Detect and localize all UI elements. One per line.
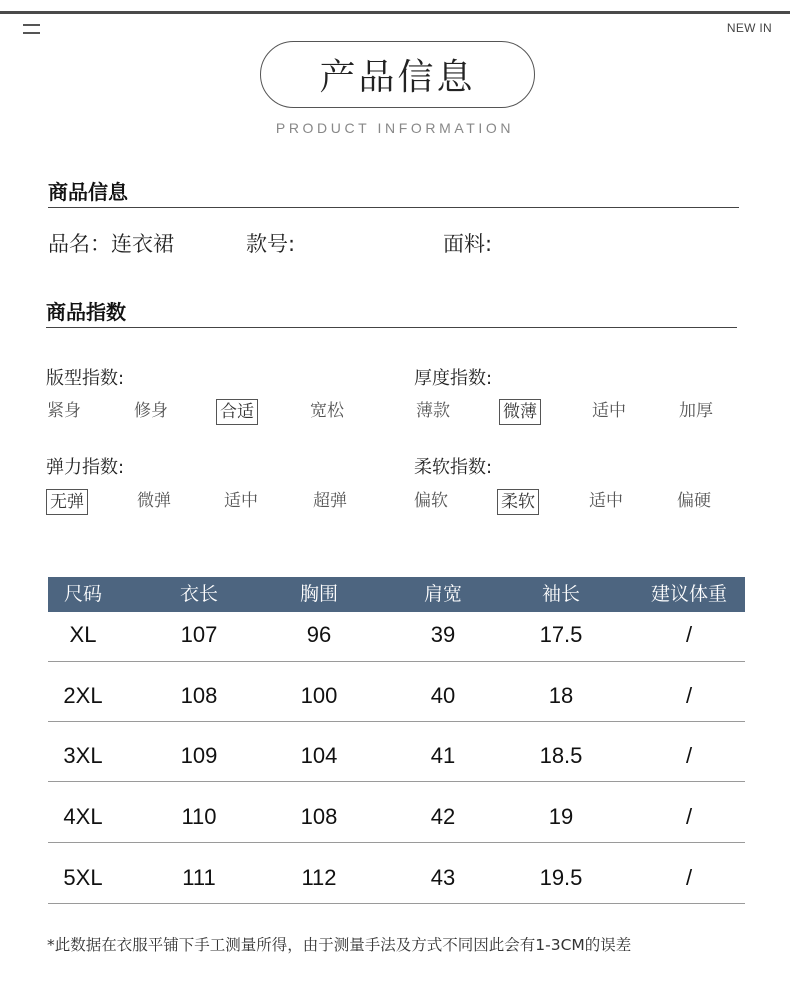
title-pill — [260, 41, 535, 108]
table-row — [48, 612, 745, 662]
top-divider — [0, 11, 790, 14]
cell-shoulder: 42 — [430, 804, 456, 829]
softness-option: 适中 — [589, 491, 623, 511]
cell-size: XL — [69, 622, 97, 647]
cell-length: 111 — [182, 865, 216, 890]
cell-bust: 104 — [300, 743, 338, 768]
cell-weight: / — [685, 743, 693, 768]
cell-sleeve: 19.5 — [539, 865, 583, 890]
page-subtitle: PRODUCT INFORMATION — [275, 120, 515, 136]
cell-shoulder: 39 — [430, 622, 456, 647]
column-header-weight: 建议体重 — [650, 583, 727, 605]
softness-option: 偏软 — [414, 491, 448, 511]
fit-option-selected: 合适 — [216, 399, 258, 425]
fit-option: 修身 — [134, 401, 168, 421]
cell-size: 2XL — [63, 683, 103, 708]
cell-size: 5XL — [63, 865, 103, 890]
cell-weight: / — [685, 683, 693, 708]
cell-weight: / — [685, 865, 693, 890]
fit-option: 宽松 — [310, 401, 344, 421]
cell-sleeve: 17.5 — [539, 622, 583, 647]
cell-bust: 112 — [301, 865, 337, 890]
softness-option: 偏硬 — [677, 491, 711, 511]
elasticity-index-label: 弹力指数: — [46, 457, 125, 478]
style-number: 款号: — [246, 232, 296, 256]
column-header-bust: 胸围 — [299, 583, 338, 605]
cell-sleeve: 19 — [548, 804, 574, 829]
column-header-sleeve: 袖长 — [541, 583, 580, 605]
cell-shoulder: 41 — [430, 743, 456, 768]
cell-shoulder: 40 — [430, 683, 456, 708]
elasticity-option: 适中 — [224, 491, 258, 511]
table-row — [48, 662, 745, 722]
thickness-option-selected: 微薄 — [499, 399, 541, 425]
column-header-size: 尺码 — [63, 583, 102, 605]
page-title: 产品信息 — [319, 57, 476, 98]
softness-option-selected: 柔软 — [497, 489, 539, 515]
fit-option: 紧身 — [47, 401, 81, 421]
size-table-header — [48, 577, 745, 612]
fit-index-label: 版型指数: — [46, 368, 125, 389]
cell-sleeve: 18 — [548, 683, 574, 708]
cell-length: 107 — [180, 622, 218, 647]
cell-bust: 100 — [300, 683, 338, 708]
cell-length: 108 — [180, 683, 218, 708]
menu-icon[interactable] — [23, 24, 40, 36]
cell-size: 4XL — [63, 804, 103, 829]
thickness-option: 薄款 — [416, 401, 450, 421]
table-row — [48, 722, 745, 782]
product-name: 品名：连衣裙 — [48, 232, 174, 256]
cell-bust: 108 — [300, 804, 338, 829]
cell-length: 109 — [180, 743, 218, 768]
thickness-option: 适中 — [592, 401, 626, 421]
cell-weight: / — [685, 622, 693, 647]
goods-info-divider — [48, 207, 739, 208]
column-header-length: 衣长 — [179, 583, 218, 605]
goods-index-divider — [46, 327, 737, 328]
cell-size: 3XL — [63, 743, 103, 768]
cell-sleeve: 18.5 — [539, 743, 583, 768]
goods-info-heading: 商品信息 — [48, 180, 128, 204]
measurement-footnote: *此数据在衣服平铺下手工测量所得，由于测量手法及方式不同因此会有1-3CM的误差 — [47, 936, 632, 954]
elasticity-option: 微弹 — [137, 491, 171, 511]
fabric: 面料: — [443, 232, 493, 256]
table-row — [48, 783, 745, 843]
cell-shoulder: 43 — [430, 865, 456, 890]
softness-index-label: 柔软指数: — [414, 457, 493, 478]
thickness-index-label: 厚度指数: — [414, 368, 493, 389]
cell-length: 110 — [181, 804, 217, 829]
elasticity-option-selected: 无弹 — [46, 489, 88, 515]
cell-bust: 96 — [306, 622, 332, 647]
column-header-shoulder: 肩宽 — [423, 583, 462, 605]
elasticity-option: 超弹 — [313, 491, 347, 511]
table-row — [48, 844, 745, 904]
cell-weight: / — [685, 804, 693, 829]
new-in-link[interactable]: NEW IN — [726, 21, 772, 35]
goods-index-heading: 商品指数 — [46, 300, 126, 324]
thickness-option: 加厚 — [679, 401, 713, 421]
